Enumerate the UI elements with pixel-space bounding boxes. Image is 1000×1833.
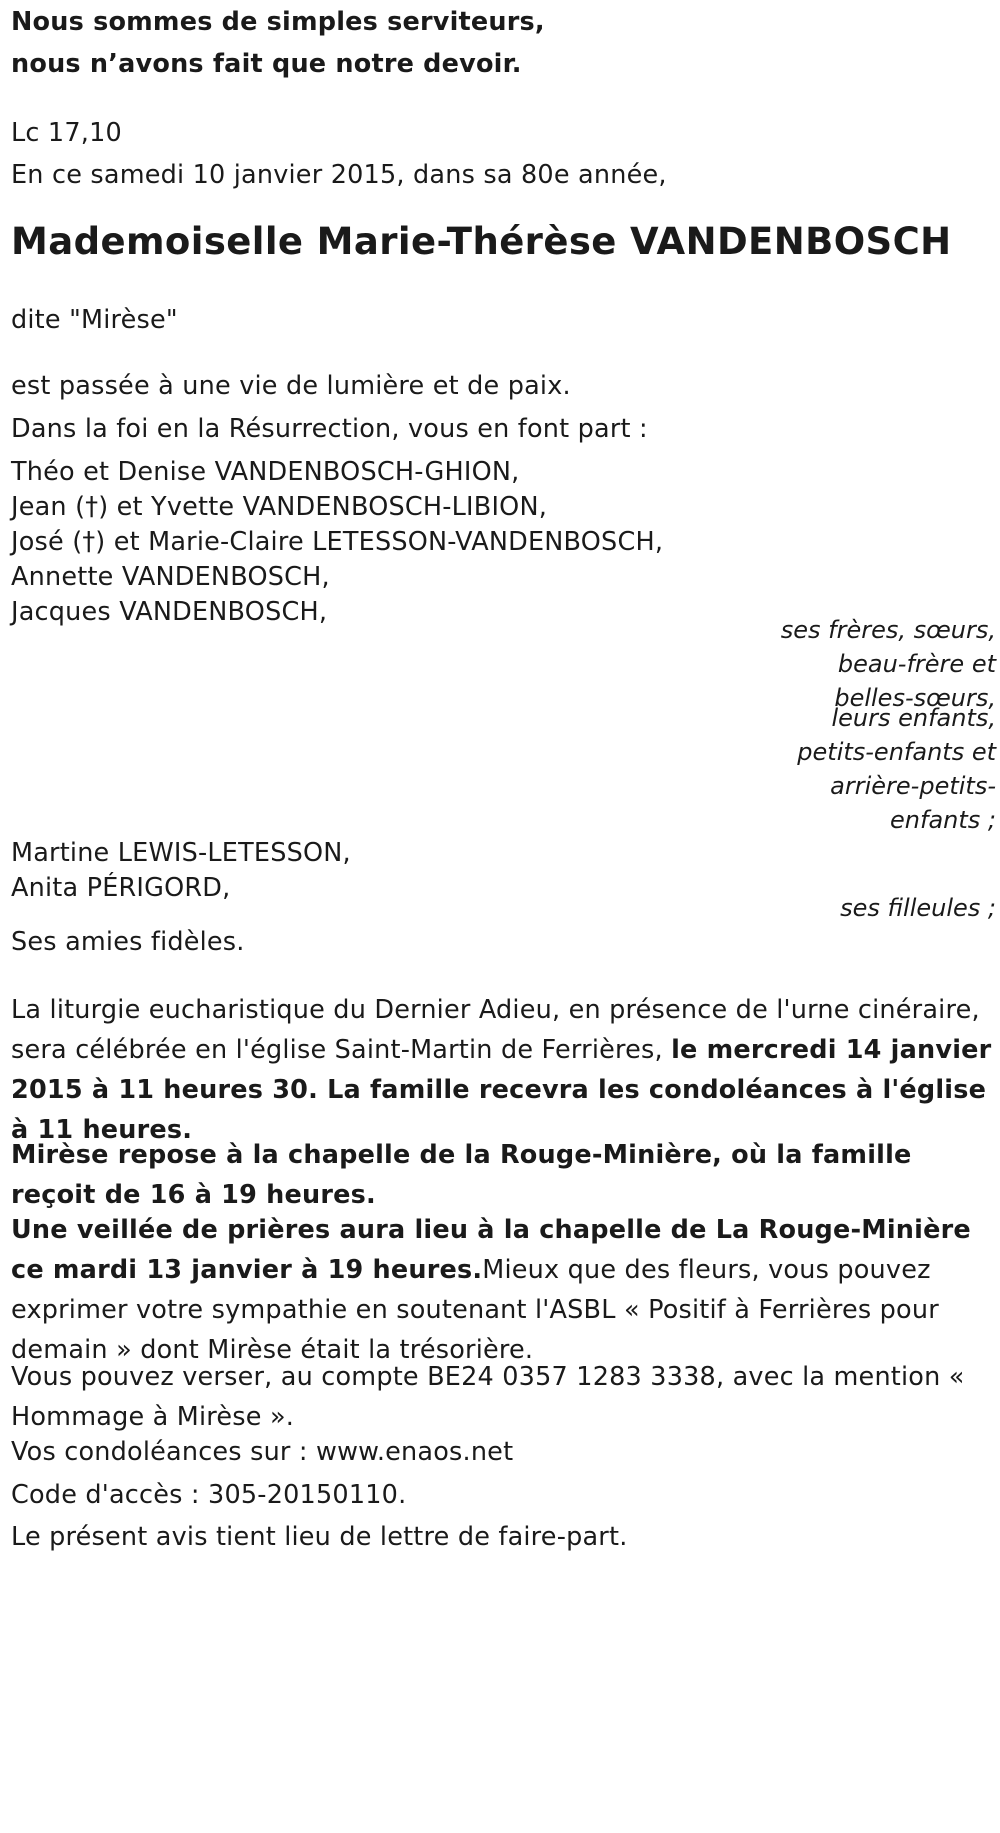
godchild-name: Martine LEWIS-LETESSON, (11, 838, 351, 868)
rest-paragraph: Mirèse repose à la chapelle de la Rouge-Minière, où la famille reçoit de 16 à 19 heures. (11, 1140, 912, 1210)
family-relation-line: belles-sœurs, (834, 684, 996, 712)
friends-text: Ses amies fidèles. (11, 927, 245, 957)
family-member: Théo et Denise VANDENBOSCH-GHION, (11, 457, 520, 487)
godchildren-relation: ses filleules ; (840, 894, 996, 922)
condolences-text: Vos condoléances sur : www.enaos.net (11, 1437, 514, 1467)
ceremony-details: le mercredi 14 janvier 2015 à 11 heures 30. La famille recevra les condoléances à l'église à 11 heures. (11, 1035, 992, 1145)
family-relation-line: arrière-petits- (830, 772, 996, 800)
donation-paragraph: Vous pouvez verser, au compte BE24 0357 1283 3338, avec la mention « Hommage à Mirèse ». (11, 1362, 965, 1432)
vigil-text: Mieux que des fleurs, vous pouvez exprimer votre sympathie en soutenant l'ASBL « Positif à Ferrières pour demain » dont Mirèse était la trésorière. (11, 1255, 939, 1365)
passage-text: est passée à une vie de lumière et de paix. (11, 371, 571, 401)
ceremony-text: La liturgie eucharistique du Dernier Adieu, en présence de l'urne cinéraire, sera célébrée en l'église Saint-Martin de Ferrières, (11, 995, 980, 1065)
godchild-name: Anita PÉRIGORD, (11, 873, 231, 903)
deceased-name: Mademoiselle Marie-Thérèse VANDENBOSCH (11, 220, 952, 263)
quote-line-2: nous n’avons fait que notre devoir. (11, 49, 522, 79)
scripture-reference: Lc 17,10 (11, 118, 122, 148)
intro-text: En ce samedi 10 janvier 2015, dans sa 80e année, (11, 160, 667, 190)
quote-line-1: Nous sommes de simples serviteurs, (11, 7, 545, 37)
ceremony-paragraph (11, 990, 1000, 1150)
family-relation-line: beau-frère et (837, 650, 996, 678)
family-relation-line: leurs enfants, (831, 704, 996, 732)
announce-text: Dans la foi en la Résurrection, vous en font part : (11, 414, 648, 444)
family-relation-line: enfants ; (890, 806, 996, 834)
nickname: dite "Mirèse" (11, 305, 178, 335)
family-member: Jacques VANDENBOSCH, (11, 597, 328, 627)
family-member: Annette VANDENBOSCH, (11, 562, 330, 592)
family-relation-line: ses frères, sœurs, (780, 616, 996, 644)
family-member: José (†) et Marie-Claire LETESSON-VANDENBOSCH, (11, 527, 664, 557)
access-code: Code d'accès : 305-20150110. (11, 1480, 407, 1510)
family-relation-line: petits-enfants et (797, 738, 996, 766)
vigil-details: Une veillée de prières aura lieu à la chapelle de La Rouge-Minière ce mardi 13 janvier à 19 heures. (11, 1215, 971, 1285)
family-member: Jean (†) et Yvette VANDENBOSCH-LIBION, (11, 492, 548, 522)
vigil-paragraph (11, 1210, 1000, 1370)
closing-text: Le présent avis tient lieu de lettre de faire-part. (11, 1522, 628, 1552)
